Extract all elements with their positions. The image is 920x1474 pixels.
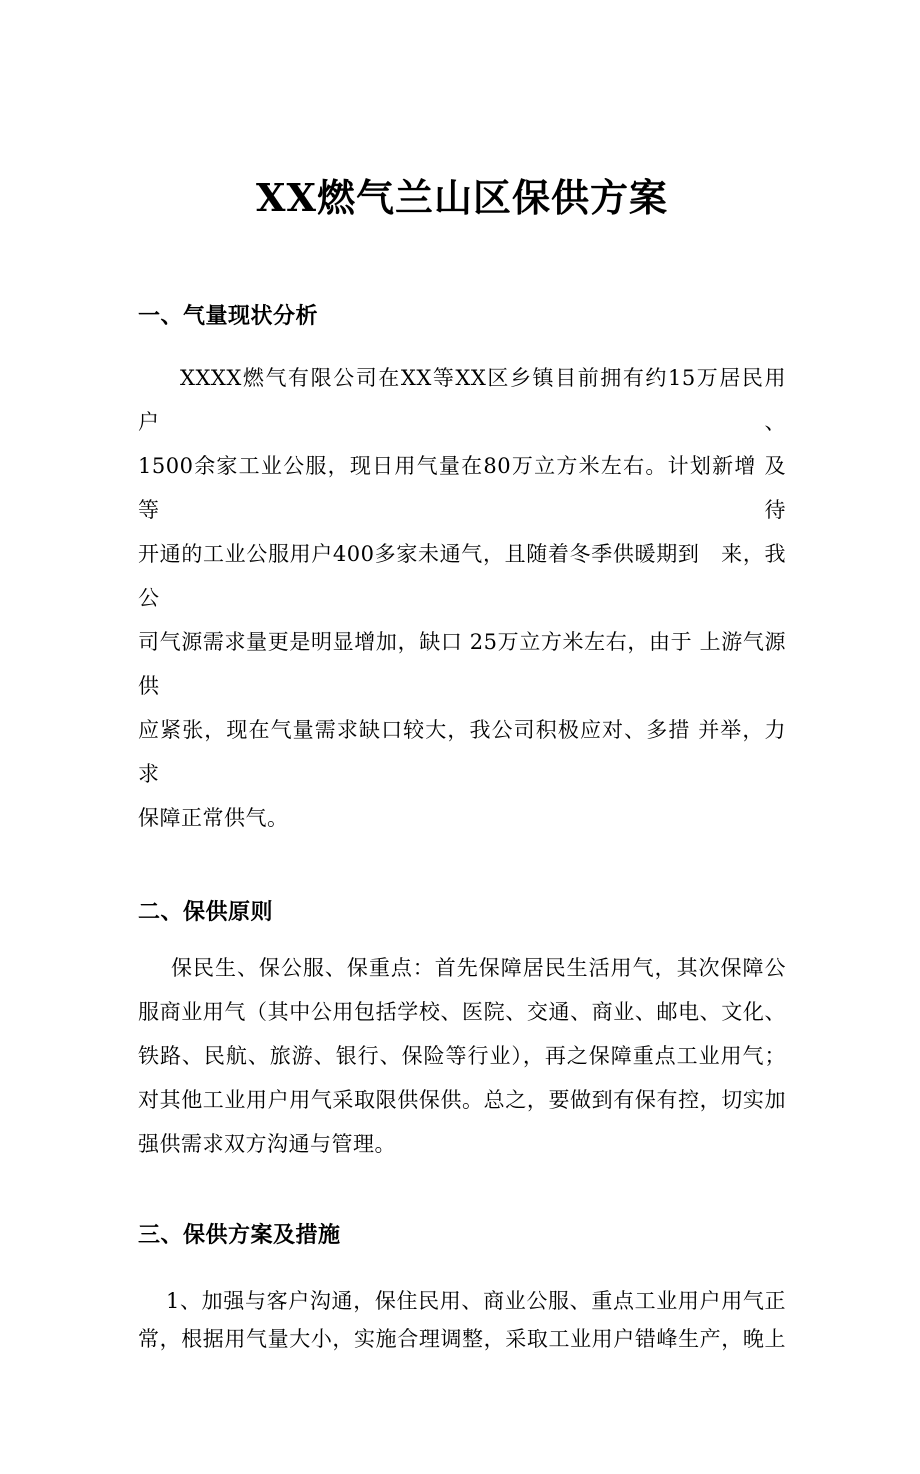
paragraph-line: 铁路、民航、旅游、银行、保险等行业），再之保障重点工业用气；	[138, 1044, 786, 1068]
paragraph-line: 开通的工业公服用户400多家未通气，且随着冬季供暖期到 来，我公	[138, 542, 786, 610]
paragraph-line: XXXX燃气有限公司在XX等XX区乡镇目前拥有约15万居民用 户、	[138, 366, 829, 434]
section-heading-supply-plan-measures: 三、保供方案及措施	[138, 1223, 341, 1248]
paragraph	[138, 356, 829, 840]
paragraph-line: 对其他工业用户用气采取限供保供。总之，要做到有保有控，切实加	[138, 1088, 786, 1112]
paragraph	[138, 1282, 786, 1358]
paragraph-line: 应紧张，现在气量需求缺口较大，我公司积极应对、多措 并举，力求	[138, 718, 786, 786]
paragraph-line: 1500余家工业公服，现日用气量在80万立方米左右。计划新增 及等待	[138, 454, 786, 522]
document-page	[0, 172, 920, 1474]
section-heading-gas-volume-analysis: 一、气量现状分析	[138, 304, 319, 329]
paragraph-line: 保民生、保公服、保重点：首先保障居民生活用气，其次保障公	[171, 956, 786, 980]
paragraph-line: 强供需求双方沟通与管理。	[138, 1132, 396, 1156]
section-heading-supply-principles: 二、保供原则	[138, 900, 274, 925]
paragraph-line: 保障正常供气。	[138, 806, 289, 830]
paragraph-line: 服商业用气（其中公用包括学校、医院、交通、商业、邮电、文化、	[138, 1000, 786, 1024]
paragraph	[138, 946, 786, 1166]
paragraph-line: 司气源需求量更是明显增加，缺口 25万立方米左右，由于 上游气源供	[138, 630, 786, 698]
document-title: XX燃气兰山区保供方案	[256, 175, 668, 220]
paragraph-line: 常，根据用气量大小，实施合理调整，采取工业用户错峰生产，晚上	[138, 1327, 786, 1351]
paragraph-line: 1、加强与客户沟通，保住民用、商业公服、重点工业用户用气正	[166, 1289, 786, 1313]
